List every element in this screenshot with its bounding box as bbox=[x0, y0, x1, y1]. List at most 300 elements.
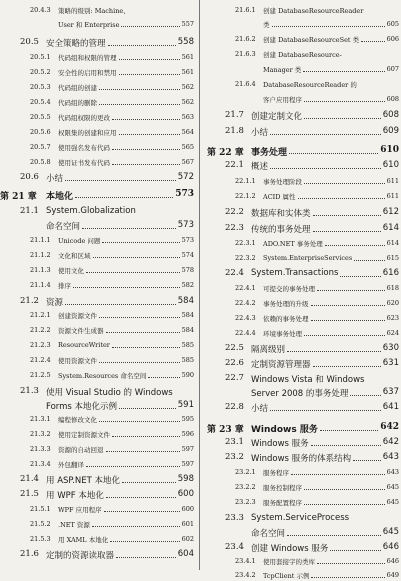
dot-leader bbox=[270, 410, 381, 411]
entry-number: 22.3 bbox=[225, 223, 244, 233]
subsection-entry bbox=[203, 299, 401, 309]
entry-page-number: 597 bbox=[181, 460, 194, 468]
dot-leader bbox=[92, 526, 180, 527]
section-entry bbox=[203, 358, 401, 370]
dot-leader bbox=[112, 436, 180, 437]
subsection-entry bbox=[203, 192, 401, 202]
entry-page-number: 601 bbox=[181, 520, 194, 528]
entry-number: 20.5.6 bbox=[30, 128, 51, 136]
entry-number: 21.5 bbox=[20, 489, 39, 499]
subsection-entry bbox=[203, 6, 401, 16]
entry-number: 22.4.4 bbox=[235, 329, 256, 337]
dot-leader bbox=[303, 71, 385, 72]
entry-number: 21.2.1 bbox=[30, 311, 51, 319]
entry-page-number: 610 bbox=[380, 145, 399, 155]
dot-leader bbox=[86, 466, 180, 467]
entry-title: 使用证书发布代码 bbox=[58, 159, 110, 167]
subsection-entry bbox=[203, 65, 401, 75]
entry-page-number: 604 bbox=[177, 549, 194, 559]
entry-number: 21.3 bbox=[20, 386, 39, 396]
subsection-entry bbox=[0, 535, 197, 545]
section-entry bbox=[203, 437, 401, 449]
dot-leader bbox=[102, 242, 180, 243]
entry-number: 20.5.7 bbox=[30, 143, 51, 151]
dot-leader bbox=[325, 245, 385, 246]
subsection-entry bbox=[203, 95, 401, 105]
entry-number: 21.6.2 bbox=[235, 35, 256, 43]
entry-title: 创建 DatabaseResourceSet 类 bbox=[263, 36, 360, 44]
subsection-entry bbox=[0, 266, 197, 276]
entry-title: 使用 Visual Studio 的 Windows bbox=[46, 388, 173, 398]
toc-column-right bbox=[203, 0, 401, 580]
entry-page-number: 610 bbox=[382, 160, 399, 170]
subsection-entry bbox=[0, 53, 197, 63]
subsection-entry bbox=[0, 520, 197, 530]
dot-leader bbox=[122, 482, 176, 483]
entry-page-number: 590 bbox=[181, 371, 194, 379]
entry-title: 使用文化 bbox=[58, 267, 84, 275]
entry-number: 22.1 bbox=[225, 160, 244, 170]
dot-leader bbox=[311, 320, 385, 321]
entry-number: 22.3.1 bbox=[235, 239, 256, 247]
entry-page-number: 596 bbox=[181, 430, 194, 438]
subsection-entry bbox=[0, 281, 197, 291]
entry-title: 创建 DatabaseResource- bbox=[263, 51, 342, 59]
dot-leader bbox=[99, 421, 180, 422]
dot-leader bbox=[304, 101, 385, 102]
dot-leader bbox=[112, 347, 180, 348]
entry-page-number: 624 bbox=[386, 329, 399, 337]
entry-title: 定制的资源读取器 bbox=[46, 551, 115, 561]
subsection-entry bbox=[203, 329, 401, 339]
dot-leader bbox=[106, 497, 176, 498]
dot-leader bbox=[317, 563, 385, 564]
subsection-entry bbox=[0, 371, 197, 381]
entry-number: 21.3.2 bbox=[30, 430, 51, 438]
entry-title: 排序 bbox=[58, 282, 71, 290]
dot-leader bbox=[99, 317, 180, 318]
dot-leader bbox=[287, 351, 381, 352]
entry-number: 21.5.2 bbox=[30, 520, 51, 528]
section-entry bbox=[203, 223, 401, 235]
entry-title: 资源文件生成器 bbox=[58, 327, 104, 335]
entry-page-number: 584 bbox=[181, 326, 194, 334]
entry-number: 23.2 bbox=[225, 452, 244, 462]
dot-leader bbox=[119, 408, 176, 409]
dot-leader bbox=[73, 287, 180, 288]
section-entry bbox=[203, 160, 401, 172]
entry-number: 22.4.3 bbox=[235, 314, 256, 322]
entry-number: 21.2.3 bbox=[30, 341, 51, 349]
entry-page-number: 643 bbox=[382, 452, 399, 462]
entry-page-number: 561 bbox=[181, 53, 194, 61]
entry-title: 依赖的事务处理 bbox=[263, 315, 309, 323]
entry-page-number: 637 bbox=[382, 387, 399, 397]
dot-leader bbox=[75, 197, 173, 198]
entry-number: 22.8 bbox=[225, 402, 244, 412]
entry-number: 20.5.8 bbox=[30, 158, 51, 166]
entry-page-number: 605 bbox=[386, 20, 399, 28]
entry-title: 事务处理阶段 bbox=[263, 178, 302, 186]
dot-leader bbox=[304, 489, 385, 490]
dot-leader bbox=[313, 231, 381, 232]
subsection-entry bbox=[203, 239, 401, 249]
entry-title: 本地化 bbox=[46, 192, 74, 202]
dot-leader bbox=[304, 183, 385, 184]
entry-title: 创建 DatabaseResourceReader bbox=[263, 7, 364, 15]
entry-page-number: 614 bbox=[386, 239, 399, 247]
subsection-entry bbox=[203, 571, 401, 581]
entry-page-number: 561 bbox=[181, 68, 194, 76]
entry-title: 类 bbox=[263, 21, 270, 29]
entry-title: Windows 服务 bbox=[251, 425, 318, 435]
subsection-entry bbox=[203, 254, 401, 264]
column-divider bbox=[199, 0, 200, 570]
section-entry bbox=[203, 373, 401, 385]
dot-leader bbox=[311, 577, 385, 578]
dot-leader bbox=[116, 557, 176, 558]
entry-number: 22.4.2 bbox=[235, 299, 256, 307]
entry-number: 21.5.3 bbox=[30, 535, 51, 543]
dot-leader bbox=[112, 119, 180, 120]
entry-title: 创建定制文化 bbox=[251, 112, 303, 122]
entry-number: 20.5.5 bbox=[30, 113, 51, 121]
entry-number: 21.2.5 bbox=[30, 371, 51, 379]
entry-title: Unicode 问题 bbox=[58, 237, 101, 245]
section-entry bbox=[0, 386, 197, 398]
subsection-entry bbox=[203, 557, 401, 567]
chapter-entry bbox=[0, 189, 197, 201]
dot-leader bbox=[148, 377, 180, 378]
section-entry bbox=[203, 207, 401, 219]
entry-title: Windows 服务 bbox=[251, 439, 309, 449]
entry-title: 代码组的删除 bbox=[58, 99, 97, 107]
entry-title: 编程修改文化 bbox=[58, 416, 97, 424]
dot-leader bbox=[317, 290, 385, 291]
subsection-entry bbox=[0, 113, 197, 123]
entry-number: 21.6.4 bbox=[235, 80, 256, 88]
section-entry bbox=[0, 172, 197, 184]
subsection-entry bbox=[203, 483, 401, 493]
entry-title: System.EnterpriseServices bbox=[263, 254, 353, 262]
entry-page-number: 562 bbox=[181, 98, 194, 106]
entry-number: 20.4.3 bbox=[30, 6, 51, 14]
subsection-entry bbox=[0, 6, 197, 16]
dot-leader bbox=[311, 445, 381, 446]
entry-title: 服务程序 bbox=[263, 469, 289, 477]
dot-leader bbox=[93, 257, 180, 258]
section-entry bbox=[203, 402, 401, 414]
entry-page-number: 584 bbox=[181, 311, 194, 319]
dot-leader bbox=[340, 276, 381, 277]
entry-title: DatabaseResourceReader 的 bbox=[263, 81, 357, 89]
dot-leader bbox=[270, 168, 381, 169]
dot-leader bbox=[104, 511, 180, 512]
dot-leader bbox=[270, 134, 381, 135]
entry-title: 使用资源文件 bbox=[58, 357, 97, 365]
dot-leader bbox=[313, 215, 381, 216]
entry-page-number: 562 bbox=[181, 83, 194, 91]
entry-number: 21.7 bbox=[225, 110, 244, 120]
entry-title: 使用套接字的类库 bbox=[263, 558, 315, 566]
entry-page-number: 630 bbox=[382, 343, 399, 353]
entry-title: 服务配置程序 bbox=[263, 499, 302, 507]
dot-leader bbox=[287, 535, 381, 536]
entry-page-number: 563 bbox=[181, 113, 194, 121]
entry-number: 23.4.1 bbox=[235, 557, 256, 565]
subsection-entry bbox=[0, 311, 197, 321]
entry-page-number: 600 bbox=[181, 505, 194, 513]
entry-title: 小结 bbox=[251, 128, 269, 138]
subsection-entry bbox=[203, 20, 401, 30]
dot-leader bbox=[108, 45, 176, 46]
subsection-entry bbox=[0, 158, 197, 168]
entry-page-number: 649 bbox=[386, 571, 399, 579]
entry-number: 23.2.2 bbox=[235, 483, 256, 491]
dot-leader bbox=[320, 430, 378, 431]
entry-number: 20.5 bbox=[20, 37, 39, 47]
dot-leader bbox=[119, 59, 180, 60]
entry-title: 客户应用程序 bbox=[263, 96, 302, 104]
subsection-entry bbox=[0, 415, 197, 425]
dot-leader bbox=[106, 332, 180, 333]
entry-page-number: 558 bbox=[177, 37, 194, 47]
subsection-entry bbox=[203, 50, 401, 60]
entry-title: 安全性的启用和禁用 bbox=[58, 69, 117, 77]
dot-leader bbox=[65, 180, 176, 181]
entry-page-number: 598 bbox=[177, 474, 194, 484]
entry-title: 代码组权限的更改 bbox=[58, 114, 110, 122]
dot-leader bbox=[272, 26, 385, 27]
entry-title: 小结 bbox=[46, 174, 64, 184]
dot-leader bbox=[313, 366, 381, 367]
subsection-entry bbox=[0, 430, 197, 440]
entry-page-number: 645 bbox=[386, 483, 399, 491]
entry-page-number: 623 bbox=[386, 314, 399, 322]
entry-number: 22.3.2 bbox=[235, 254, 256, 262]
subsection-entry bbox=[0, 143, 197, 153]
dot-leader bbox=[304, 118, 381, 119]
entry-title: 事务处理 bbox=[251, 148, 288, 158]
entry-page-number: 611 bbox=[386, 192, 399, 200]
entry-page-number: 608 bbox=[382, 110, 399, 120]
entry-title: Manager 类 bbox=[263, 66, 302, 74]
entry-title: 策略的级别: Machine、 bbox=[58, 7, 130, 15]
section-entry bbox=[0, 37, 197, 49]
entry-page-number: 615 bbox=[386, 254, 399, 262]
entry-title: User 和 Enterprise bbox=[58, 21, 120, 29]
section-entry bbox=[0, 489, 197, 501]
entry-title: 使用强名发布代码 bbox=[58, 144, 110, 152]
entry-page-number: 582 bbox=[181, 281, 194, 289]
entry-page-number: 643 bbox=[386, 468, 399, 476]
dot-leader bbox=[86, 272, 180, 273]
entry-number: 23.2.1 bbox=[235, 468, 256, 476]
entry-page-number: 573 bbox=[181, 236, 194, 244]
entry-number: 第 23 章 bbox=[207, 425, 244, 435]
entry-page-number: 567 bbox=[181, 158, 194, 166]
dot-leader bbox=[289, 153, 378, 154]
entry-title: 定制资源管理器 bbox=[251, 360, 311, 370]
dot-leader bbox=[121, 26, 180, 27]
entry-page-number: 573 bbox=[175, 189, 194, 199]
entry-title: 安全策略的管理 bbox=[46, 39, 106, 49]
entry-number: 22.7 bbox=[225, 373, 244, 383]
section-entry bbox=[203, 513, 401, 525]
section-entry bbox=[203, 527, 401, 539]
entry-page-number: 564 bbox=[181, 128, 194, 136]
entry-number: 20.5.1 bbox=[30, 53, 51, 61]
dot-leader bbox=[361, 41, 385, 42]
entry-number: 21.8 bbox=[225, 126, 244, 136]
entry-number: 21.6.3 bbox=[235, 50, 256, 58]
entry-title: ADO.NET 事务处理 bbox=[263, 240, 323, 248]
entry-title: ACID 属性 bbox=[263, 193, 296, 201]
dot-leader bbox=[112, 149, 180, 150]
entry-title: 隔离级别 bbox=[251, 345, 286, 355]
entry-page-number: 646 bbox=[386, 557, 399, 565]
entry-title: 命名空间 bbox=[251, 529, 286, 539]
entry-page-number: 608 bbox=[386, 95, 399, 103]
entry-number: 20.5.4 bbox=[30, 98, 51, 106]
entry-page-number: 614 bbox=[382, 223, 399, 233]
entry-page-number: 585 bbox=[181, 341, 194, 349]
dot-leader bbox=[65, 304, 176, 305]
entry-title: 资源 bbox=[46, 298, 64, 308]
dot-leader bbox=[330, 550, 381, 551]
entry-number: 22.5 bbox=[225, 343, 244, 353]
entry-number: 21.3.4 bbox=[30, 460, 51, 468]
entry-number: 22.4 bbox=[225, 268, 244, 278]
entry-title: System.Resources 命名空间 bbox=[58, 372, 147, 380]
subsection-entry bbox=[0, 356, 197, 366]
entry-title: 事务处理的升级 bbox=[263, 300, 309, 308]
subsection-entry bbox=[0, 236, 197, 246]
entry-title: 代码组和权限的管理 bbox=[58, 54, 117, 62]
subsection-entry bbox=[203, 35, 401, 45]
dot-leader bbox=[350, 395, 381, 396]
entry-number: 21.6.1 bbox=[235, 6, 256, 14]
entry-title: 用 ASP.NET 本地化 bbox=[46, 476, 121, 486]
dot-leader bbox=[99, 362, 180, 363]
section-entry bbox=[0, 549, 197, 561]
entry-page-number: 620 bbox=[386, 299, 399, 307]
subsection-entry bbox=[0, 341, 197, 351]
entry-title: Windows 服务的体系结构 bbox=[251, 454, 352, 464]
section-entry bbox=[203, 126, 401, 138]
entry-number: 22.1.1 bbox=[235, 177, 256, 185]
entry-page-number: 642 bbox=[380, 422, 399, 432]
dot-leader bbox=[106, 451, 180, 452]
entry-title: 创建资源文件 bbox=[58, 312, 97, 320]
entry-page-number: 607 bbox=[386, 65, 399, 73]
entry-number: 21.3.3 bbox=[30, 445, 51, 453]
entry-title: 代码组的创建 bbox=[58, 84, 97, 92]
section-entry bbox=[0, 220, 197, 232]
entry-number: 21.1.3 bbox=[30, 266, 51, 274]
entry-number: 第 21 章 bbox=[0, 192, 37, 202]
subsection-entry bbox=[203, 314, 401, 324]
entry-title: 小结 bbox=[251, 404, 269, 414]
entry-page-number: 611 bbox=[386, 177, 399, 185]
dot-leader bbox=[110, 541, 180, 542]
subsection-entry bbox=[0, 128, 197, 138]
entry-page-number: 642 bbox=[382, 437, 399, 447]
subsection-entry bbox=[0, 251, 197, 261]
entry-page-number: 616 bbox=[382, 268, 399, 278]
dot-leader bbox=[304, 504, 385, 505]
dot-leader bbox=[112, 164, 180, 165]
entry-page-number: 584 bbox=[177, 296, 194, 306]
subsection-entry bbox=[203, 498, 401, 508]
entry-page-number: 600 bbox=[177, 489, 194, 499]
entry-number: 21.1 bbox=[20, 206, 39, 216]
entry-number: 21.2.2 bbox=[30, 326, 51, 334]
entry-page-number: 595 bbox=[181, 415, 194, 423]
entry-page-number: 631 bbox=[382, 358, 399, 368]
entry-number: 21.6 bbox=[20, 549, 39, 559]
entry-title: 可提交的事务处理 bbox=[263, 285, 315, 293]
entry-title: ResourceWriter bbox=[58, 341, 110, 349]
entry-number: 21.5.1 bbox=[30, 505, 51, 513]
entry-page-number: 645 bbox=[382, 527, 399, 537]
entry-title: 创建 Windows 服务 bbox=[251, 544, 329, 554]
entry-page-number: 606 bbox=[386, 35, 399, 43]
entry-page-number: 557 bbox=[181, 20, 194, 28]
subsection-entry bbox=[0, 445, 197, 455]
entry-number: 20.5.3 bbox=[30, 83, 51, 91]
entry-page-number: 602 bbox=[181, 535, 194, 543]
entry-number: 23.3 bbox=[225, 513, 244, 523]
chapter-entry bbox=[203, 422, 401, 434]
entry-page-number: 618 bbox=[386, 284, 399, 292]
subsection-entry bbox=[0, 505, 197, 515]
entry-number: 第 22 章 bbox=[207, 148, 244, 158]
entry-page-number: 573 bbox=[177, 220, 194, 230]
dot-leader bbox=[82, 228, 176, 229]
section-entry bbox=[203, 387, 401, 399]
entry-title: 使用定制资源文件 bbox=[58, 431, 110, 439]
dot-leader bbox=[119, 74, 180, 75]
section-entry bbox=[0, 474, 197, 486]
section-entry bbox=[203, 452, 401, 464]
subsection-entry bbox=[0, 68, 197, 78]
entry-title: 环境事务处理 bbox=[263, 330, 302, 338]
subsection-entry bbox=[0, 326, 197, 336]
entry-number: 23.2.3 bbox=[235, 498, 256, 506]
entry-title: System.ServiceProcess bbox=[251, 513, 350, 523]
subsection-entry bbox=[0, 460, 197, 470]
section-entry bbox=[203, 268, 401, 280]
subsection-entry bbox=[203, 177, 401, 187]
entry-page-number: 574 bbox=[181, 251, 194, 259]
section-entry bbox=[0, 296, 197, 308]
entry-number: 21.1.2 bbox=[30, 251, 51, 259]
entry-title: 文化和区域 bbox=[58, 252, 91, 260]
section-entry bbox=[203, 110, 401, 122]
entry-number: 21.1.1 bbox=[30, 236, 51, 244]
entry-number: 22.1.2 bbox=[235, 192, 256, 200]
entry-page-number: 609 bbox=[382, 126, 399, 136]
entry-title: System.Globalization bbox=[46, 206, 136, 216]
subsection-entry bbox=[203, 80, 401, 90]
entry-number: 23.4 bbox=[225, 542, 244, 552]
entry-number: 21.1.4 bbox=[30, 281, 51, 289]
entry-number: 21.2.4 bbox=[30, 356, 51, 364]
entry-title: 权限集的创建和应用 bbox=[58, 129, 117, 137]
entry-title: Windows Vista 和 Windows bbox=[251, 375, 365, 385]
entry-number: 21.2 bbox=[20, 296, 39, 306]
